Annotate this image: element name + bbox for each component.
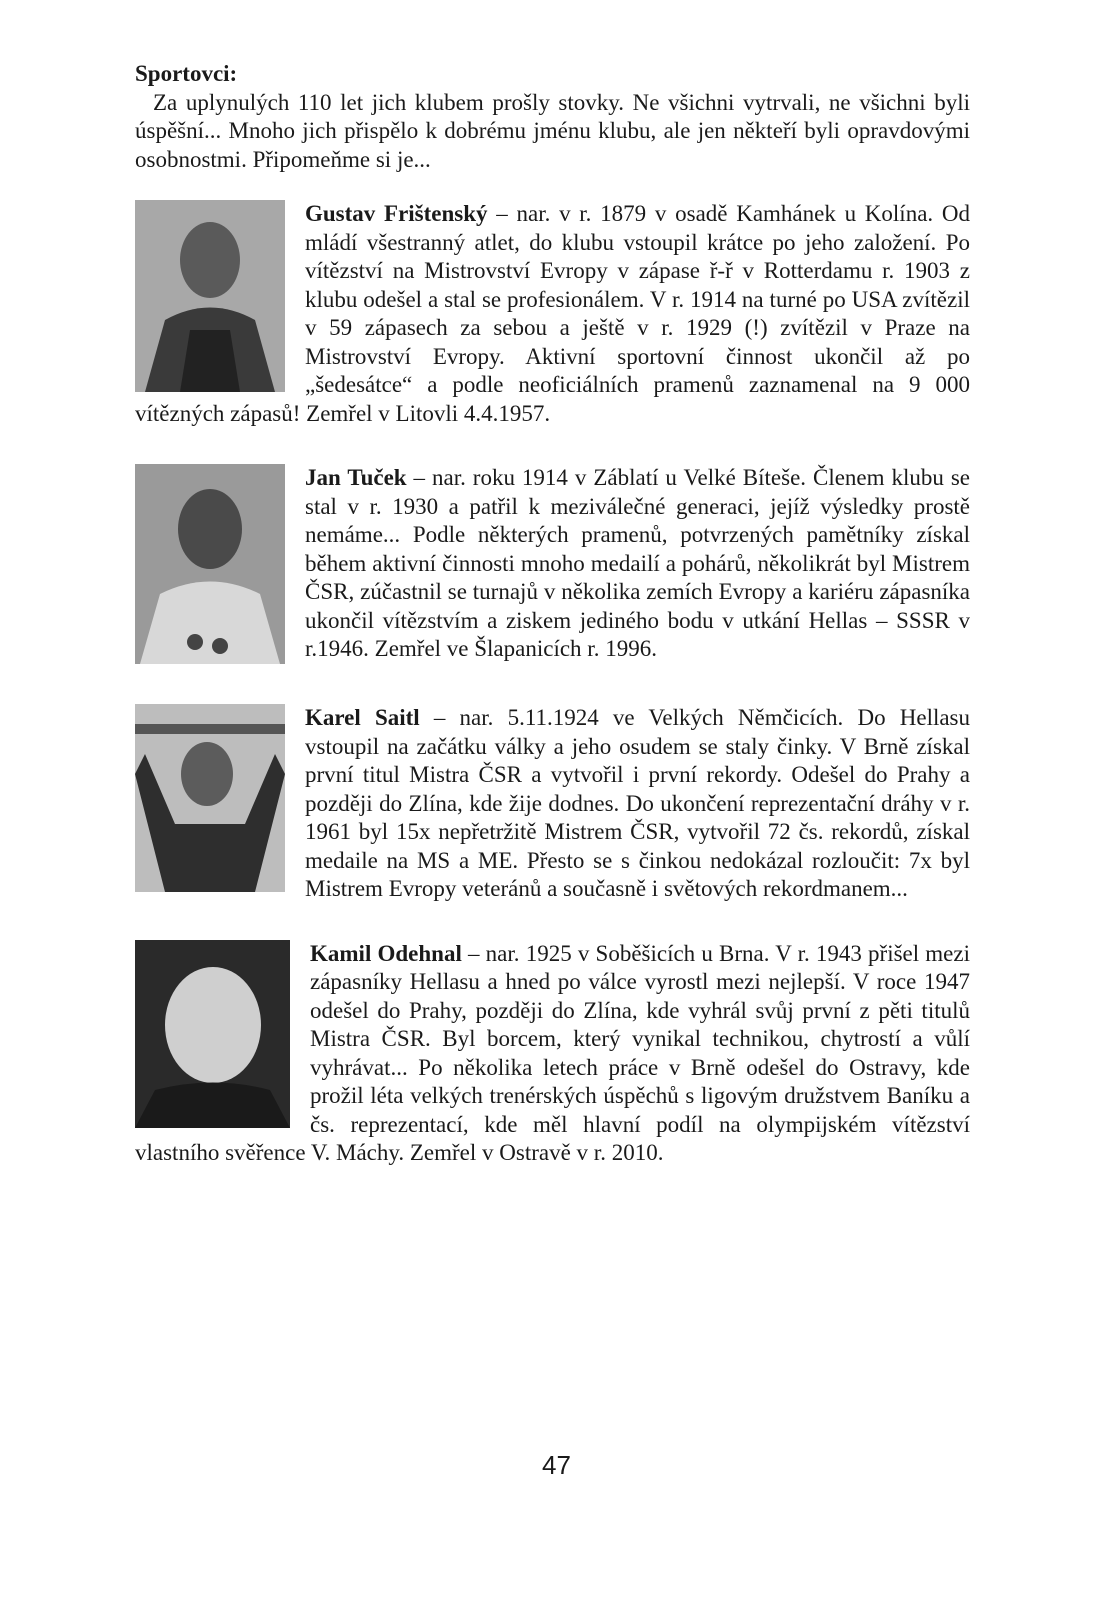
athlete-name: Karel Saitl [305, 705, 420, 730]
athlete-name: Kamil Odehnal [310, 940, 462, 966]
athlete-entry-tucek [135, 464, 970, 668]
athlete-photo [135, 464, 285, 664]
athlete-bio: – nar. 1925 v Soběšicích u Brna. V r. 1943 přišel mezi zápasníky Hellasu a hned po válce vyrostl mezi nejlepší. V roce 1947 odešel do Prahy, později do Zlína, kde vyhrál svůj první z pěti titulů Mistra ČSR. Byl borcem, který vynikal technikou, chytrostí a vůlí vyhrávat... Po několika letech práce v Brně odešel do Ostravy, kde prožil léta velkých trenérských úspěchů s ligovým družstvem Baníku a čs. reprezentací, kde měl hlavní podíl na olympijském vítězství vlastního svěřence V. Máchy. Zemřel v Ostravě v r. 2010. [135, 940, 970, 1165]
athlete-photo [135, 704, 285, 892]
athlete-bio: – nar. 5.11.1924 ve Velkých Němčicích. Do Hellasu vstoupil na začátku války a jeho osudem se staly činky. V Brně získal první titul Mistra ČSR a vytvořil i první rekordy. Odešel do Prahy a později do Zlína, kde žije dodnes. Do ukončení reprezentační dráhy v r. 1961 byl 15x nepřetržitě Mistrem ČSR, vytvořil 72 čs. rekordů, získal medaile na MS a ME. Přesto se s činkou nedokázal rozloučit: 7x byl Mistrem Evropy veteránů a současně i světových rekordmanem... [305, 705, 971, 901]
athlete-entry-odehnal [135, 940, 970, 1168]
athlete-name: Jan Tuček [305, 465, 407, 490]
athlete-entry-fristensky [135, 200, 970, 428]
athlete-entry-saitl [135, 704, 970, 904]
athlete-bio: – nar. v r. 1879 v osadě Kamhánek u Kolína. Od mládí všestranný atlet, do klubu vstoupil krátce po jeho založení. Po vítězství na Mistrovství Evropy v zápase ř-ř v Rotterdamu r. 1903 z klubu odešel a stal se profesionálem. V r. 1914 na turné po USA zvítězil v 59 zápasech za sebou a ještě v r. 1929 (!) zvítězil v Praze na Mistrovství Evropy. Aktivní sportovní činnost ukončil až po „šedesátce“ a podle neoficiálních pramenů zaznamenal na 9 000 vítězných zápasů! Zemřel v Litovli 4.4.1957. [135, 201, 970, 426]
section-heading: Sportovci: [135, 61, 238, 86]
intro-paragraph: Za uplynulých 110 let jich klubem prošly stovky. Ne všichni vytrvali, ne všichni byli úspěšní... Mnoho jich přispělo k dobrému jménu klubu, ale jen někteří byli opravdovými osobnostmi. Připomeňme si je... [135, 89, 970, 172]
athlete-photo [135, 940, 290, 1128]
page-number: 47 [542, 1450, 571, 1480]
page-content [135, 60, 970, 1168]
athlete-photo [135, 200, 285, 392]
athlete-name: Gustav Frištenský [305, 201, 488, 226]
athlete-bio: – nar. roku 1914 v Záblatí u Velké Bíteše. Členem klubu se stal v r. 1930 a patřil k meziválečné generaci, jejíž výsledky prostě nemáme... Podle některých pramenů, potvrzených pamětníky získal během aktivní činnosti mnoho medailí a pohárů, několikrát byl Mistrem ČSR, zúčastnil se turnajů v několika zemích Evropy a kariéru zápasníka ukončil vítězstvím a ziskem jediného bodu v utkání Hellas – SSSR v r.1946. Zemřel ve Šlapanicích r. 1996. [305, 465, 970, 661]
